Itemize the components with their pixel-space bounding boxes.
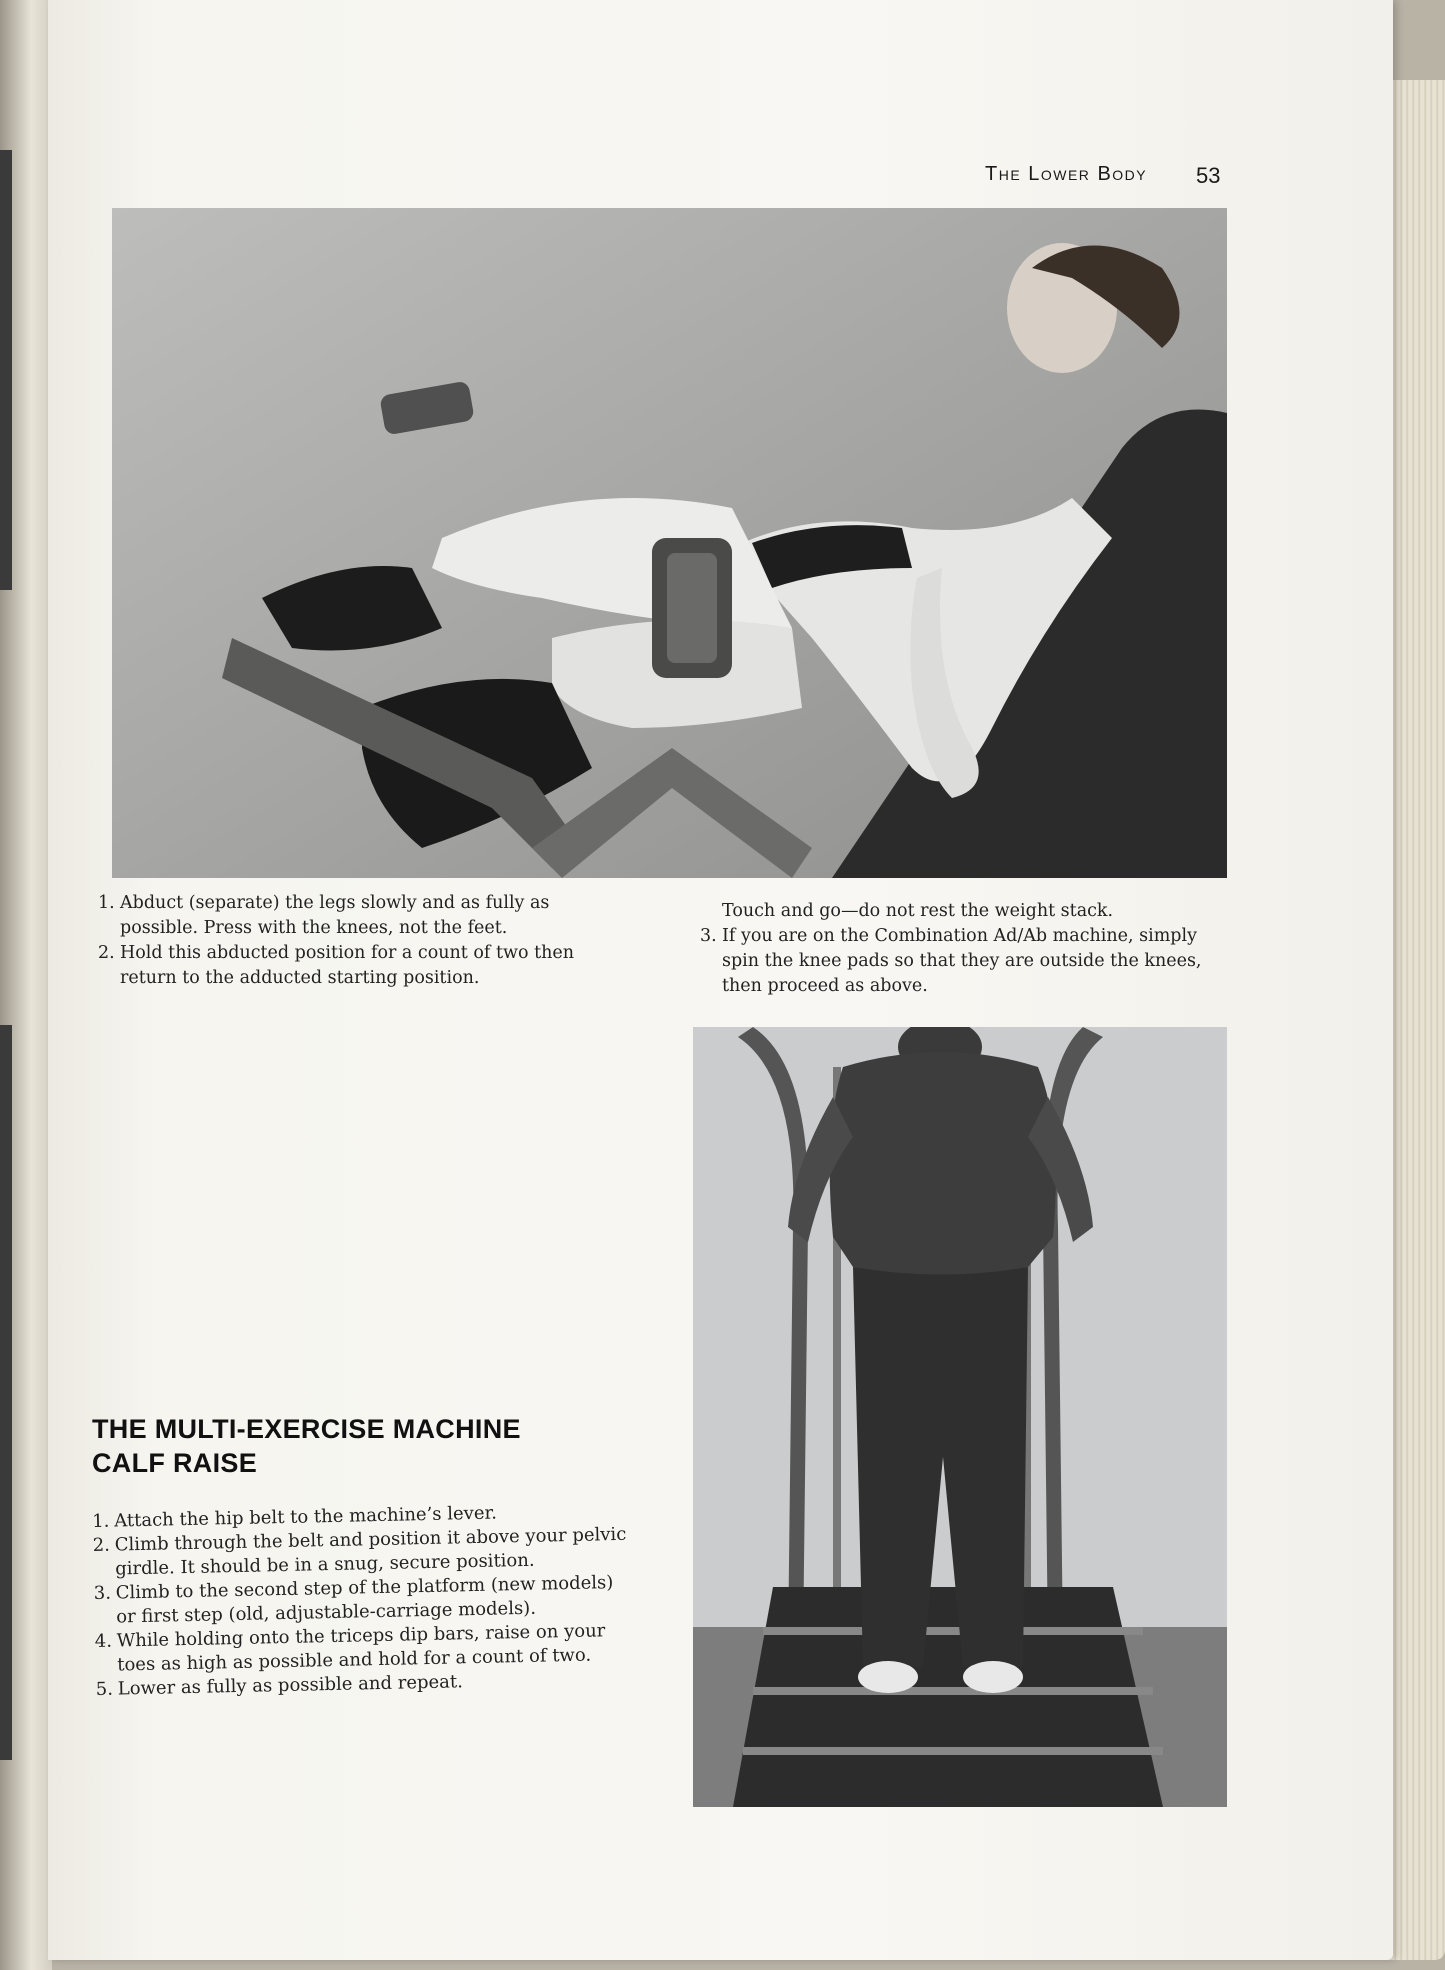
photo-hip-abduction-machine-icon bbox=[112, 208, 1227, 878]
step-number: 3. bbox=[93, 1582, 112, 1604]
step-text: Lower as fully as possible and repeat. bbox=[117, 1671, 464, 1700]
running-head: The Lower Body bbox=[985, 163, 1148, 185]
step-text: Hold this abducted position for a count of two then return to the adducted starting position. bbox=[120, 943, 575, 988]
step-number: 5. bbox=[95, 1678, 114, 1700]
photo-hip-abduction bbox=[112, 208, 1227, 878]
list-item bbox=[700, 924, 1220, 999]
abduction-steps-continued bbox=[700, 899, 1220, 999]
step-text: Climb to the second step of the platform (new models) or first step (old, adjustable-carriage models). bbox=[115, 1572, 614, 1628]
photo-calf-raise bbox=[693, 1027, 1227, 1807]
step-text: Abduct (separate) the legs slowly and as fully as possible. Press with the knees, not the feet. bbox=[120, 893, 550, 938]
abduction-steps bbox=[98, 891, 618, 991]
step-text: If you are on the Combination Ad/Ab machine, simply spin the knee pads so that they are outside the knees, then proceed as above. bbox=[722, 926, 1202, 996]
step-number: 3. bbox=[700, 926, 717, 946]
step-number: 1. bbox=[92, 1510, 110, 1532]
heading-line: CALF RAISE bbox=[92, 1448, 257, 1478]
page-number: 53 bbox=[1196, 163, 1221, 188]
section-heading bbox=[92, 1412, 632, 1480]
page-stack-edge bbox=[1385, 80, 1445, 1960]
calf-raise-steps bbox=[92, 1499, 636, 1702]
step-text: While holding onto the triceps dip bars, raise on your toes as high as possible and hold for a count of two. bbox=[116, 1620, 606, 1676]
step-text: Attach the hip belt to the machine’s lever. bbox=[114, 1502, 498, 1532]
photo-calf-raise-multi-exercise-machine-icon bbox=[693, 1027, 1227, 1807]
list-item bbox=[98, 941, 618, 991]
step-text: Climb through the belt and position it above your pelvic girdle. It should be in a snug, secure position. bbox=[114, 1523, 627, 1580]
facing-page-photo-edge bbox=[0, 150, 12, 590]
step-number: 4. bbox=[94, 1630, 113, 1652]
list-item bbox=[98, 891, 618, 941]
heading-line: THE MULTI-EXERCISE MACHINE bbox=[92, 1414, 521, 1444]
step-number: 1. bbox=[98, 893, 115, 913]
step-number: 2. bbox=[92, 1534, 111, 1556]
step-continuation: Touch and go—do not rest the weight stack. bbox=[722, 901, 1114, 921]
step-number: 2. bbox=[98, 943, 115, 963]
facing-page-photo-edge bbox=[0, 1025, 12, 1760]
